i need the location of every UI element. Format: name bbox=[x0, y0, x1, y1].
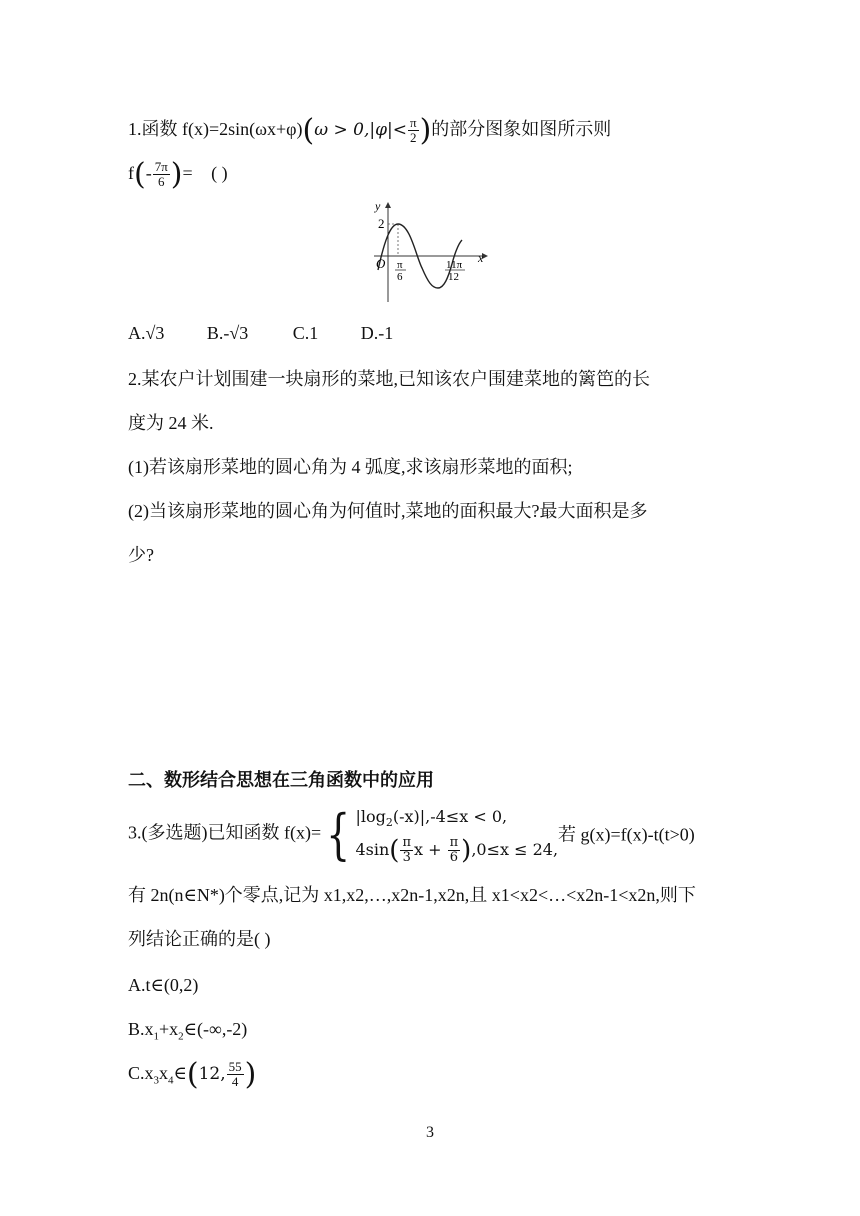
q3-line2: 有 2n(n∈N*)个零点,记为 x1,x2,…,x2n-1,x2n,且 x1<x2<…<x2n-1<x2n,则下 bbox=[128, 885, 696, 905]
q1-description: 的部分图象如图所示则 bbox=[431, 119, 612, 139]
q3-tail: 若 g(x)=f(x)-t(t>0) bbox=[558, 824, 695, 845]
q3-lead: 3.(多选题)已知函数 f(x)= bbox=[128, 822, 322, 843]
graph-origin: O bbox=[376, 256, 386, 271]
q2-line1: 2.某农户计划围建一块扇形的菜地,已知该农户围建菜地的篱笆的长 bbox=[128, 369, 650, 389]
q1-option-d: D.-1 bbox=[360, 323, 394, 343]
q3-case1: $|\log_2(-x)|,-4\le x < 0$, bbox=[355, 807, 508, 830]
q1-7pi-over-6: $\frac{7\pi}{6}$ bbox=[154, 159, 168, 190]
graph-tick2-num: 11π bbox=[446, 259, 463, 271]
q3-piecewise bbox=[355, 804, 558, 865]
q1-option-b: B.-√3 bbox=[206, 323, 249, 343]
q2-part1: (1)若该扇形菜地的圆心角为 4 弧度,求该扇形菜地的面积; bbox=[128, 457, 573, 477]
q1-answer-blank: ( ) bbox=[211, 163, 228, 183]
graph-y-max: 2 bbox=[378, 216, 385, 231]
q1-line1: 1.函数 f(x)=2sin(ωx+φ)(ω > 0,|φ|< $\frac{\pi}{2}$ )的部分图象如图所示则 bbox=[128, 112, 612, 148]
q3-option-b: $B.x_1+x_2\in(-\infty,-2)$ bbox=[128, 1019, 248, 1043]
graph-tick2-den: 12 bbox=[448, 271, 459, 283]
q1-number: 1. bbox=[128, 119, 142, 139]
graph-tick1-den: 6 bbox=[397, 271, 403, 283]
q1-option-c: C.1 bbox=[292, 323, 319, 343]
q2-part2b: 少? bbox=[128, 545, 154, 565]
q3-line1: 3.(多选题)已知函数 f(x)={ $|\log_2(-x)|,-4\le x < 0$, 4sin( $\frac{\pi}{3}$ x + $\frac{\pi}{6}$ ),0≤x ≤ 24, 若 g(x)=f(x)-t(t>0) bbox=[128, 802, 695, 866]
graph-y-label: y bbox=[375, 199, 381, 213]
q1-f: f bbox=[128, 163, 134, 183]
q1-condition: ω > 0,|φ|< bbox=[314, 120, 407, 140]
q1-sine-graph bbox=[366, 198, 490, 304]
q1-options bbox=[128, 320, 393, 346]
q2-line2: 度为 24 米. bbox=[128, 413, 214, 433]
q3-case2: 4sin( $\frac{\pi}{3}$ x + $\frac{\pi}{6}$ ),0≤x ≤ 24, bbox=[355, 835, 559, 866]
q1-pi-over-2: $\frac{\pi}{2}$ bbox=[409, 115, 417, 146]
q3-option-c: $C.x_3x_4\in(12$, $\frac{55}{4}$ ) bbox=[128, 1056, 257, 1092]
q2-part2a: (2)当该扇形菜地的圆心角为何值时,菜地的面积最大?最大面积是多 bbox=[128, 501, 648, 521]
q1-option-a: A.√3 bbox=[128, 323, 165, 343]
q1-line2: f(- $\frac{7\pi}{6}$ )= ( ) bbox=[128, 156, 228, 192]
q1-function-text: 函数 f(x)=2sin(ωx+φ) bbox=[141, 119, 303, 139]
q3-line3: 列结论正确的是( ) bbox=[128, 929, 271, 949]
graph-tick1-num: π bbox=[397, 259, 403, 271]
graph-x-label: x bbox=[478, 251, 484, 265]
page-number: 3 bbox=[426, 1124, 434, 1141]
q3-option-a: A.t∈(0,2) bbox=[128, 975, 199, 995]
section-heading: 二、数形结合思想在三角函数中的应用 bbox=[128, 770, 434, 791]
